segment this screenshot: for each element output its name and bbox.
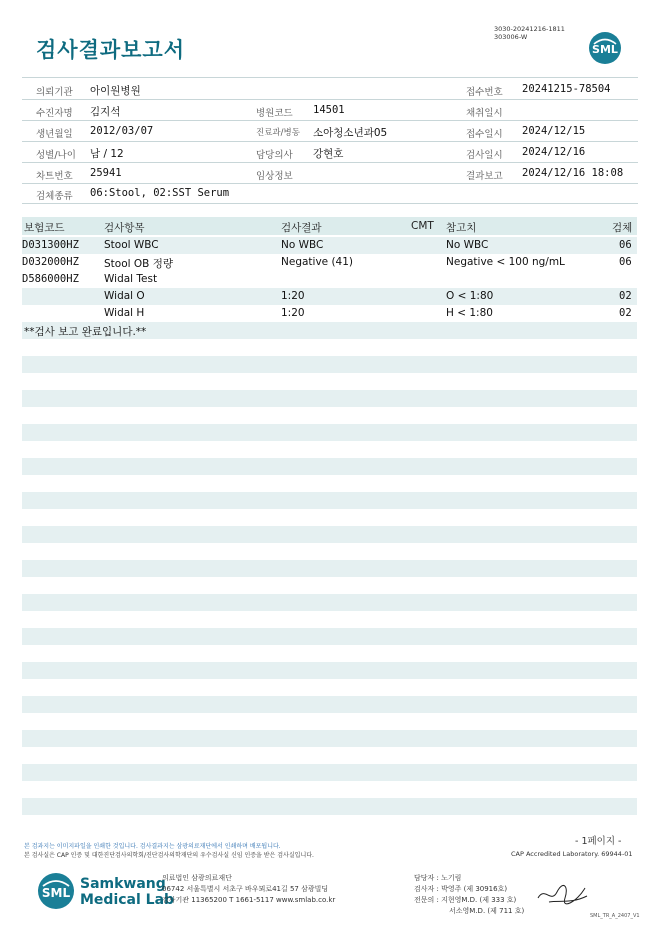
empty-row-band [22,628,637,645]
table-cell-result: 1:20 [281,290,305,302]
info-divider [22,77,638,78]
collect-date-label: 채취일시 [466,108,503,119]
table-cell-item: Stool WBC [104,239,159,251]
table-cell-reference: Negative < 100 ng/mL [446,256,565,268]
empty-row-band [22,662,637,679]
table-cell-result: 1:20 [281,307,305,319]
col-header-item: 검사항목 [104,222,145,234]
receipt-date-label: 접수일시 [466,129,503,140]
svg-text:SML: SML [41,886,71,900]
birth-label: 생년월일 [36,129,73,140]
birth-value: 2012/03/07 [90,125,154,137]
empty-row-band [22,696,637,713]
receipt-no-value: 20241215-78504 [522,83,611,95]
page-number: - 1페이지 - [575,836,622,847]
table-cell-item: Widal Test [104,273,158,285]
staff-manager: 담당자 : 노기림 [414,874,462,882]
sml-logo-icon [588,31,622,65]
brand-name-line-2: Medical Lab [80,892,175,908]
empty-row-band [22,424,637,441]
table-cell-result: Negative (41) [281,256,354,268]
table-cell-specimen: 02 [619,290,632,302]
table-cell-item: Widal O [104,290,145,302]
report-date-value: 2024/12/16 18:08 [522,167,624,179]
report-date-label: 결과보고 [466,171,503,182]
test-date-value: 2024/12/16 [522,146,586,158]
document-id [494,25,565,41]
table-cell-specimen: 02 [619,307,632,319]
signature-icon [535,882,589,912]
table-cell-result: No WBC [281,239,324,251]
receipt-date-value: 2024/12/15 [522,125,586,137]
empty-row-band [22,390,637,407]
brand-name-line-1: Samkwang [80,876,166,892]
info-divider [22,162,638,163]
test-date-label: 검사일시 [466,150,503,161]
table-cell-reference: No WBC [446,239,489,251]
empty-row-band [22,526,637,543]
doctor-label: 담당의사 [256,150,293,161]
staff-specialist-2: 서소영M.D. (제 711 호) [449,907,525,915]
table-cell-code: D031300HZ [22,239,79,251]
dept-value: 소아청소년과05 [313,127,388,139]
col-header-cmt: CMT [411,220,434,232]
sex-age-value: 남 / 12 [90,148,124,160]
clinical-info-label: 임상정보 [256,171,293,182]
report-complete-note: **검사 보고 완료입니다.** [24,326,147,338]
empty-row-band [22,730,637,747]
col-header-specimen: 검체 [612,222,633,234]
info-divider [22,203,638,204]
info-divider [22,99,638,100]
table-cell-specimen: 06 [619,256,632,268]
lab-address: 06742 서울특별시 서초구 바우뫼로41길 57 삼광빌딩 [162,885,329,893]
empty-row-band [22,560,637,577]
document-id-line-2: 303006-W [494,33,528,41]
info-divider [22,141,638,142]
sml-logo-icon [36,871,76,915]
empty-row-band [22,492,637,509]
receipt-no-label: 접수번호 [466,87,503,98]
table-cell-specimen: 06 [619,239,632,251]
table-cell-item: Widal H [104,307,145,319]
empty-row-band [22,356,637,373]
form-code: SML_TR_A_2407_V1 [590,913,640,919]
empty-row-band [22,594,637,611]
table-cell-item: Stool OB 정량 [104,258,173,270]
hospital-code-value: 14501 [313,104,345,116]
empty-row-band [22,764,637,781]
lab-organization: 의료법인 삼광의료재단 [162,874,232,882]
chart-no-label: 차트번호 [36,171,73,182]
lab-contact: 검사기관 11365200 T 1661-5117 www.smlab.co.kr [162,896,336,904]
empty-row-band [22,458,637,475]
requester-value: 아이원병원 [90,85,141,97]
col-header-reference: 참고치 [446,222,477,234]
doctor-value: 강현호 [313,148,344,160]
report-title: 검사결과보고서 [36,38,186,62]
hospital-code-label: 병원코드 [256,108,293,119]
table-cell-code: D032000HZ [22,256,79,268]
dept-label: 진료과/병동 [256,128,300,138]
info-divider [22,120,638,121]
table-cell-reference: H < 1:80 [446,307,493,319]
staff-tester: 검사자 : 박영주 (제 30916호) [414,885,508,893]
chart-no-value: 25941 [90,167,122,179]
info-divider [22,183,638,184]
staff-specialist-1: 전문의 : 지현영M.D. (제 333 호) [414,896,517,904]
specimen-type-value: 06:Stool, 02:SST Serum [90,187,230,199]
document-id-line-1: 3030-20241216-1811 [494,25,565,33]
patient-value: 김지석 [90,106,121,118]
empty-row-band [22,798,637,815]
patient-label: 수진자명 [36,108,73,119]
print-notice: 본 검과지는 이미지파일을 인쇄한 것입니다. 검사결과지는 삼광의료재단에서 인쇄하며 배포됩니다. [24,843,281,850]
requester-label: 의뢰기관 [36,87,73,98]
sex-age-label: 성별/나이 [36,150,76,161]
col-header-code: 보험코드 [24,222,65,234]
staff-block [414,873,524,917]
table-cell-reference: O < 1:80 [446,290,494,302]
col-header-result: 검사결과 [281,222,322,234]
lab-address-block [162,873,335,906]
specimen-type-label: 검체종류 [36,191,73,202]
accreditation-notice: 본 검사실은 CAP 인증 및 대한진단검사의학회/진단검사의학재단의 우수검사실 신임 인증을 받은 검사실입니다. [24,852,314,859]
table-cell-code: D586000HZ [22,273,79,285]
svg-text:SML: SML [592,43,618,56]
cap-accreditation: CAP Accredited Laboratory. 69944-01 [511,850,633,858]
